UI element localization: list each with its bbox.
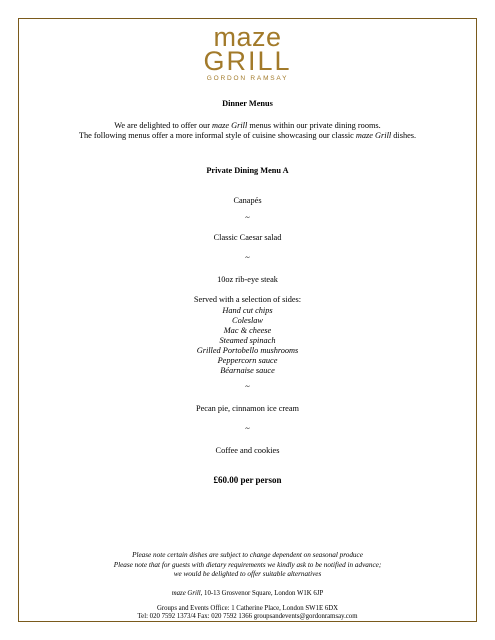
note-line: Please note certain dishes are subject to change dependent on seasonal produce [132,551,363,559]
side-item: Coleslaw [232,316,263,325]
separator: ~ [245,253,250,262]
side-item: Steamed spinach [219,336,276,345]
intro-line-1: We are delighted to offer our maze Grill menus within our private dining rooms. [114,121,381,130]
maze-grill-logo [0,22,495,82]
course-pecan-pie: Pecan pie, cinnamon ice cream [196,404,299,413]
separator: ~ [245,382,250,391]
side-item: Hand cut chips [222,306,273,315]
side-item: Grilled Portobello mushrooms [196,346,299,355]
logo-gordon-ramsay: GORDON RAMSAY [206,75,289,82]
note-line: Please note that for guests with dietary requirements we kindly ask to be notified in advance; [113,560,382,569]
note-line: we would be delighted to offer suitable alternatives [173,570,322,578]
logo-grill: GRILL [203,46,292,76]
heading-dinner-menus: Dinner Menus [222,99,273,108]
price: £60.00 per person [213,475,282,485]
side-item: Béarnaise sauce [220,366,275,375]
separator: ~ [245,213,250,222]
sides-intro: Served with a selection of sides: [193,295,302,304]
course-caesar-salad: Classic Caesar salad [213,233,282,242]
address-line: maze Grill, 10-13 Grosvenor Square, London W1K 6JP [171,590,324,597]
course-rib-eye: 10oz rib-eye steak [217,275,278,284]
separator: ~ [245,424,250,433]
menu-title: Private Dining Menu A [206,166,289,175]
logo-maze: maze [213,22,282,52]
side-item: Peppercorn sauce [217,356,278,365]
course-canapes: Canapés [233,196,262,205]
sides-list [0,306,495,376]
intro-line-2: The following menus offer a more informal style of cuisine showcasing our classic maze Grill dishes. [78,131,417,140]
notes [0,551,495,580]
side-item: Mac & cheese [223,326,272,335]
course-coffee: Coffee and cookies [215,446,280,455]
office-line: Groups and Events Office: 1 Catherine Place, London SW1E 6DX [156,605,339,612]
contact-line: Tel: 020 7592 1373/4 Fax: 020 7592 1366 groupsandevents@gordonramsay.com [137,613,358,620]
